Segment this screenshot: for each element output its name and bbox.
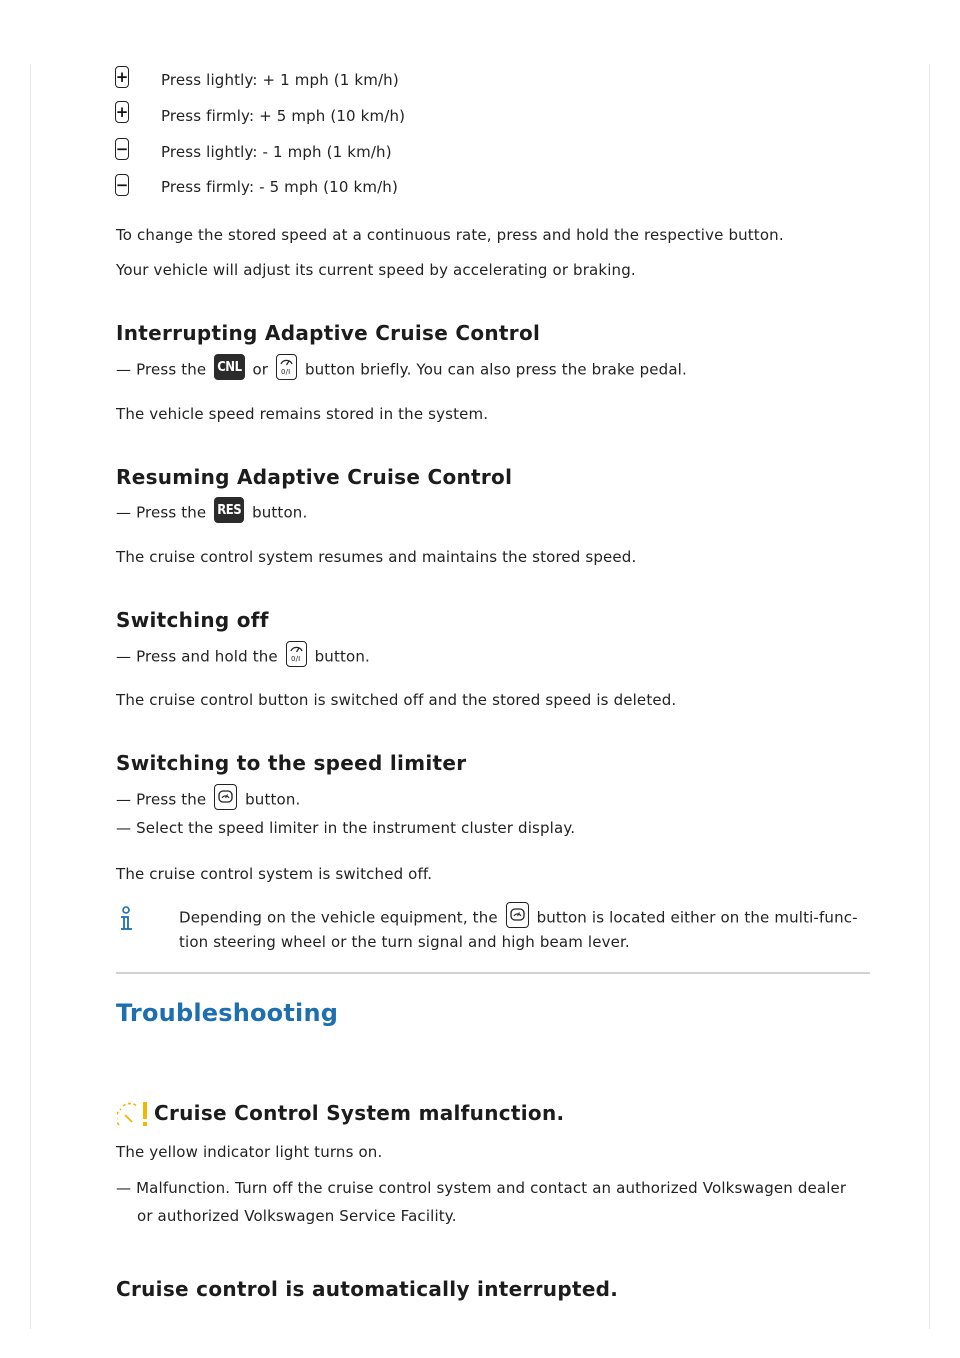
page-margin-line-left <box>30 64 31 1329</box>
result-text: The vehicle speed remains stored in the system. <box>116 405 489 423</box>
speed-step-text: Press firmly: + 5 mph (10 km/h) <box>161 107 406 125</box>
note-prefix: Depending on the vehicle equipment, the <box>179 908 498 927</box>
plus-key-icon <box>115 66 129 88</box>
page-margin-line-right <box>929 64 930 1329</box>
cruise-warning-icon <box>117 1101 151 1131</box>
speed-step-text: Press firmly: - 5 mph (10 km/h) <box>161 178 398 196</box>
intro-paragraph: To change the stored speed at a continuous rate, press and hold the respective button. <box>116 226 784 244</box>
malfunction-step-line2: or authorized Volkswagen Service Facility. <box>137 1207 457 1225</box>
malfunction-step: — Malfunction. Turn off the cruise control system and contact an authorized Volkswagen dealer <box>116 1179 847 1197</box>
step-prefix: — Press the <box>116 360 207 379</box>
intro-paragraph: Your vehicle will adjust its current speed by accelerating or braking. <box>116 261 636 279</box>
key-label: CNL <box>217 360 242 375</box>
instruction-step <box>116 644 370 670</box>
speed-limiter-key-icon <box>214 784 237 810</box>
info-note-icon <box>117 906 135 936</box>
note-text <box>179 905 858 931</box>
speed-step-text: Press lightly: + 1 mph (1 km/h) <box>161 71 399 89</box>
section-heading: Resuming Adaptive Cruise Control <box>116 465 513 489</box>
step-prefix: — Press and hold the <box>116 647 278 666</box>
cruise-onoff-key-icon <box>276 354 297 380</box>
step-prefix: — Press the <box>116 503 207 522</box>
svg-text:0/I: 0/I <box>290 655 301 663</box>
key-symbol: + <box>115 102 129 121</box>
cnl-key-icon <box>214 354 244 380</box>
instruction-step <box>116 500 307 526</box>
step-suffix: button briefly. You can also press the brake pedal. <box>304 360 687 379</box>
step-suffix: button. <box>314 647 370 666</box>
cruise-onoff-key-icon <box>286 641 307 667</box>
svg-text:0/I: 0/I <box>281 368 291 376</box>
section-heading: Interrupting Adaptive Cruise Control <box>116 321 541 345</box>
step-suffix: button. <box>245 790 301 809</box>
interrupted-heading: Cruise control is automatically interrupted. <box>116 1277 619 1301</box>
minus-key-icon <box>115 174 129 196</box>
result-text: The cruise control system is switched off. <box>116 865 433 883</box>
step-connector: or <box>252 360 269 379</box>
instruction-step <box>116 787 300 813</box>
step-suffix: button. <box>252 503 308 522</box>
result-text: The cruise control button is switched off and the stored speed is deleted. <box>116 691 677 709</box>
key-label: RES <box>217 503 242 518</box>
speed-step-text: Press lightly: - 1 mph (1 km/h) <box>161 143 392 161</box>
res-key-icon <box>214 497 244 523</box>
section-divider <box>116 972 870 974</box>
section-heading: Switching off <box>116 608 269 632</box>
section-heading: Switching to the speed limiter <box>116 751 467 775</box>
step-prefix: — Press the <box>116 790 207 809</box>
key-symbol: − <box>115 139 129 158</box>
note-text-line2: tion steering wheel or the turn signal and high beam lever. <box>179 933 630 951</box>
instruction-step: — Select the speed limiter in the instrument cluster display. <box>116 819 576 837</box>
chapter-heading: Troubleshooting <box>116 999 339 1027</box>
malfunction-text: The yellow indicator light turns on. <box>116 1143 383 1161</box>
note-suffix: button is located either on the multi-func- <box>536 908 858 927</box>
minus-key-icon <box>115 138 129 160</box>
speed-limiter-key-icon <box>506 902 529 928</box>
malfunction-heading: Cruise Control System malfunction. <box>154 1101 565 1125</box>
key-symbol: − <box>115 175 129 194</box>
instruction-step <box>116 357 687 383</box>
result-text: The cruise control system resumes and maintains the stored speed. <box>116 548 637 566</box>
key-symbol: + <box>115 67 129 86</box>
plus-key-icon <box>115 101 129 123</box>
